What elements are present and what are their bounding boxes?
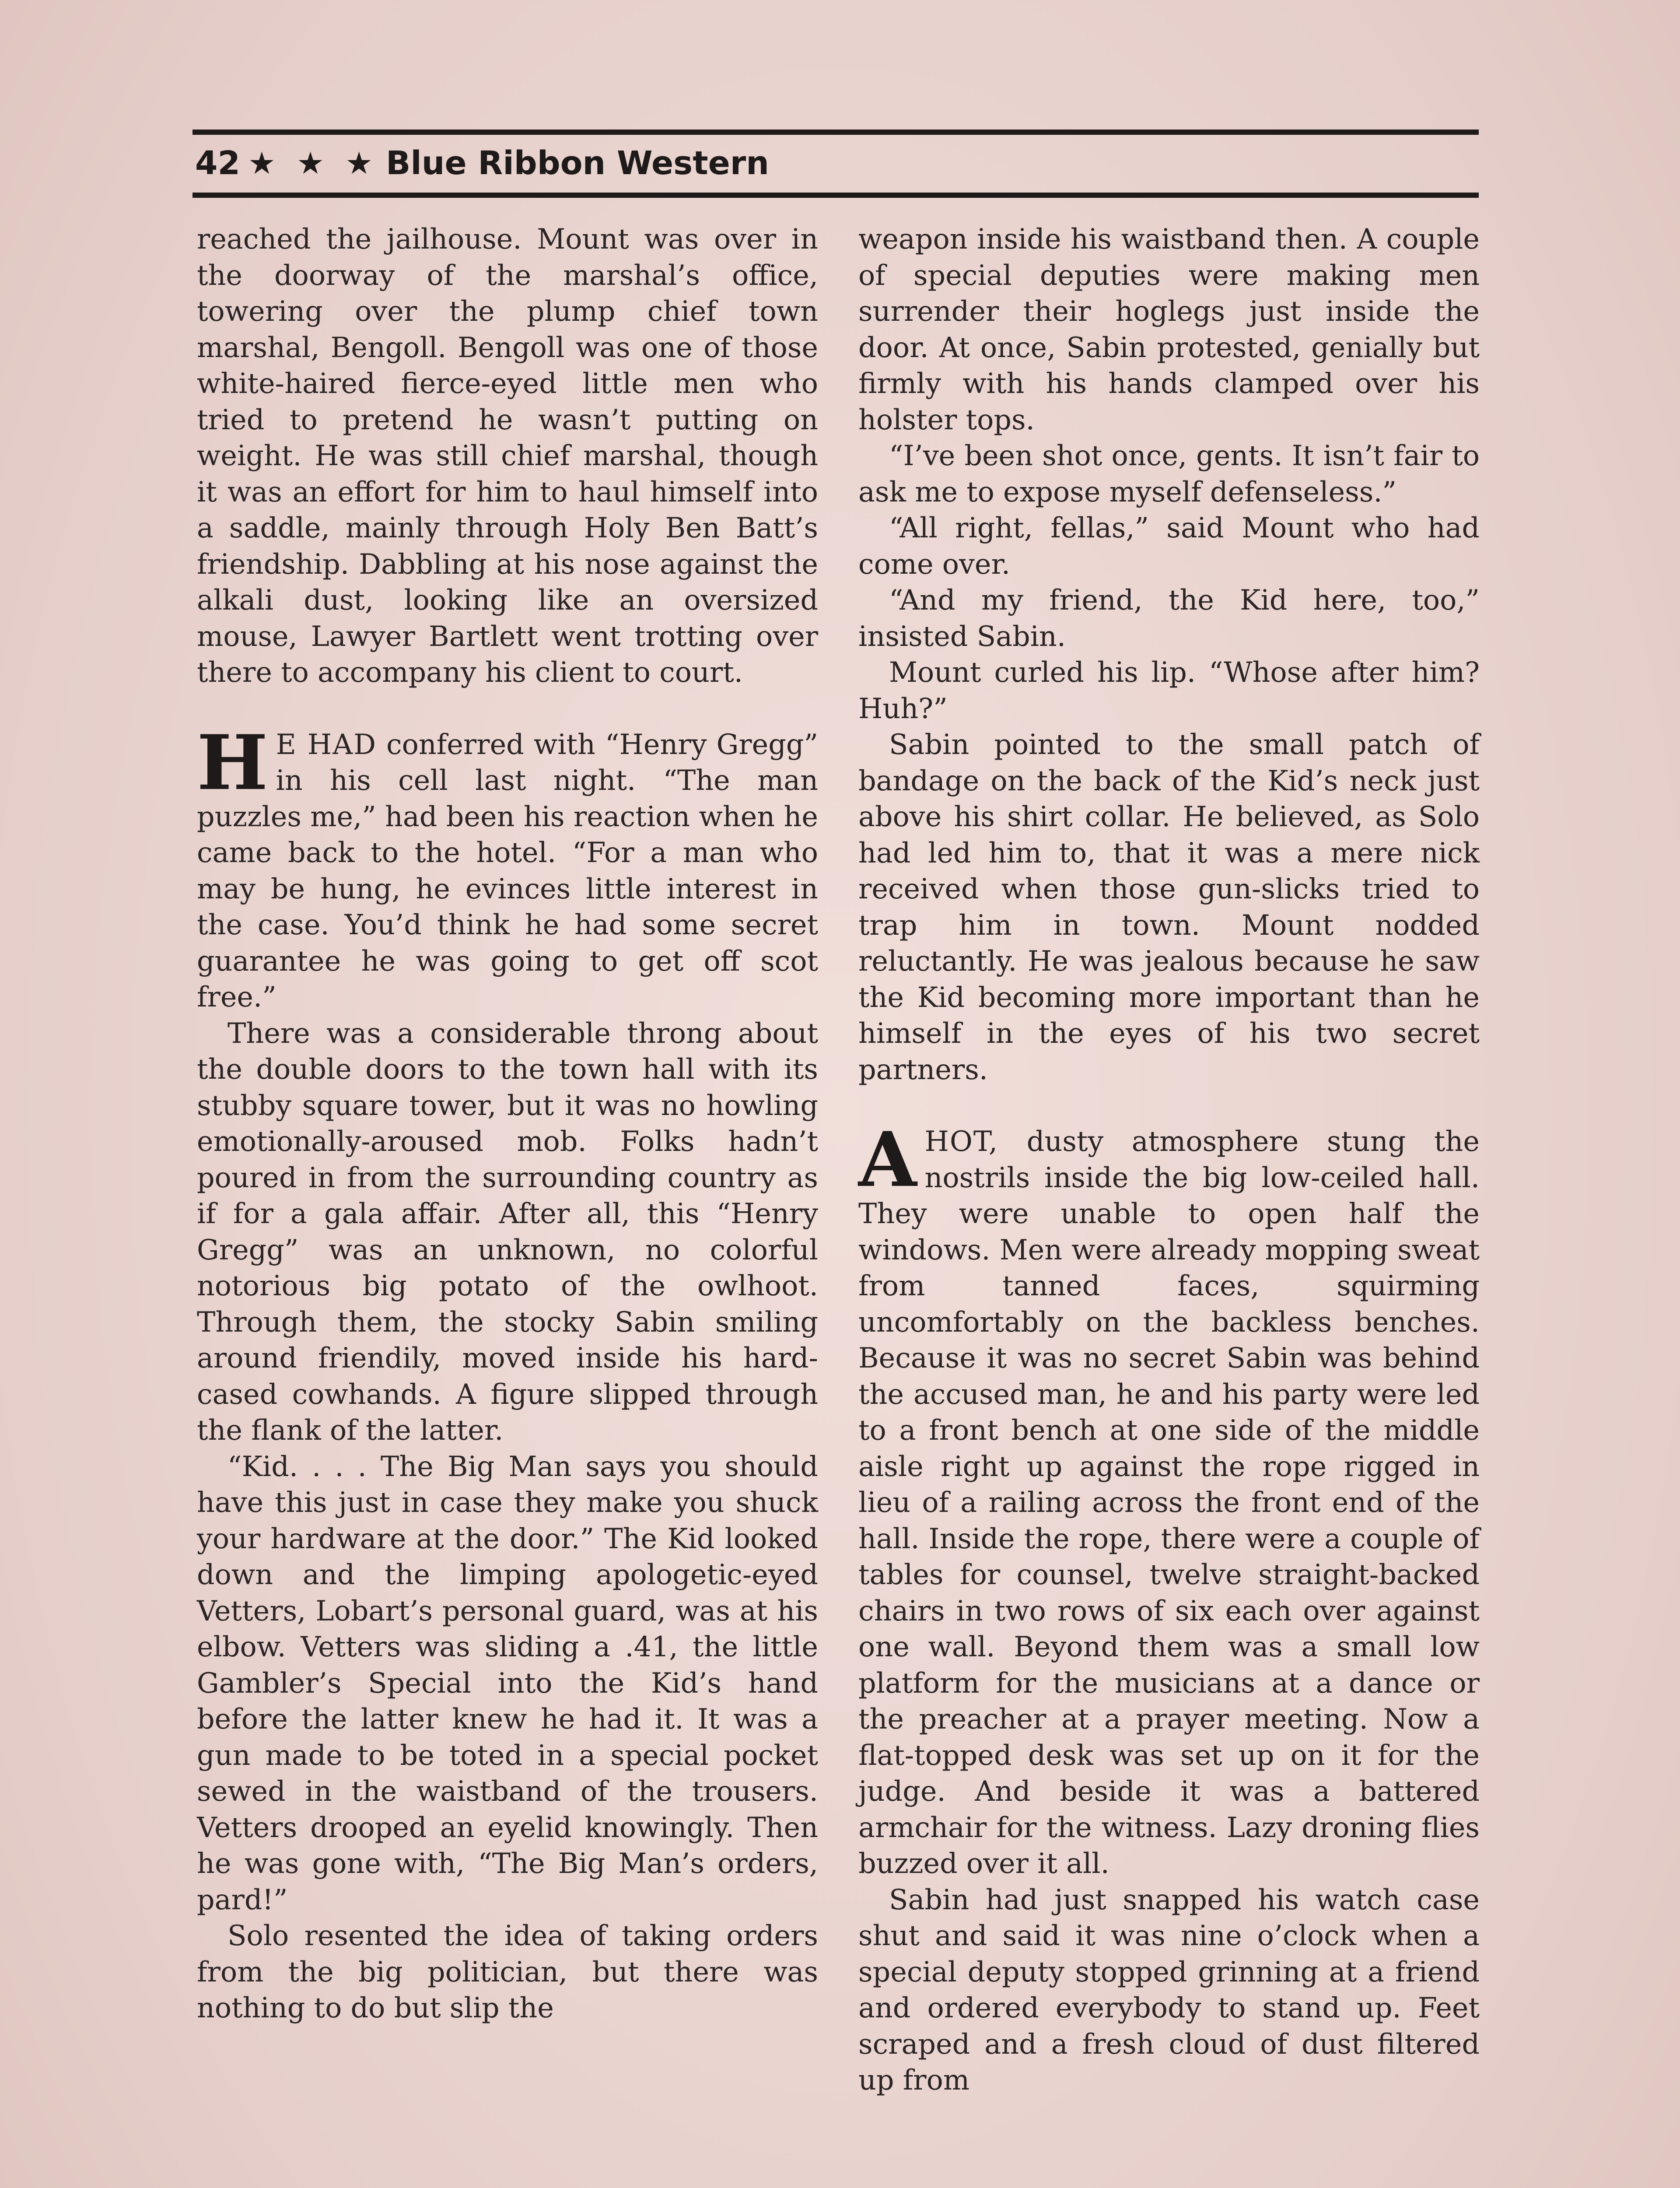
left-column <box>197 221 818 2026</box>
paragraph: Solo resented the idea of taking orders from the big politician, but there was nothing to do but slip the <box>197 1919 818 2024</box>
paragraph: Sabin pointed to the small patch of bandage on the back of the Kid’s neck just above his shirt collar. He believed, as Solo had led him to, that it was a mere nick received when those gun-slicks tried to trap him in town. Mount nodded reluctantly. He was jealous because he saw the Kid becoming more important than he himself in the eyes of his two secret partners. <box>858 728 1480 1086</box>
drop-cap: A <box>858 1115 917 1204</box>
paragraph-text: conferred with “Henry Gregg” in his cell last night. “The man puzzles me,” had been his reaction when he came back to the hotel. “For a man who may be hung, he evinces little interest in the case. You’d think he had some secret guarantee he was going to get off scot free.” <box>197 728 818 1013</box>
paragraph: “I’ve been shot once, gents. It isn’t fair to ask me to expose myself defenseless.” <box>858 439 1480 508</box>
paragraph-text: dusty atmosphere stung the nostrils inside the big low-ceiled hall. They were unable to open half the windows. Men were already mopping sweat from tanned faces, squirming uncomfortably on the backless benches. Because it was no secret Sabin was behind the accused man, he and his party were led to a front bench at one side of the middle aisle right up against the rope rigged in lieu of a railing across the front end of the hall. Inside the rope, there were a couple of tables for counsel, twelve straight-backed chairs in two rows of six each over against one wall. Beyond them was a small low platform for the musicians at a dance or the preacher at a prayer meeting. Now a flat-topped desk was set up on it for the judge. And beside it was a battered armchair for the witness. Lazy droning flies buzzed over it all. <box>858 1125 1480 1879</box>
section-paragraph <box>197 718 818 1015</box>
header-bottom-rule <box>192 193 1479 198</box>
running-header <box>195 139 769 187</box>
section-paragraph <box>858 1115 1480 1882</box>
header-stars: ★ ★ ★ <box>248 145 378 181</box>
paragraph: “Kid. . . . The Big Man says you should have this just in case they make you shuck your hardware at the door.” The Kid looked down and the limping apologetic-eyed Vetters, Lobart’s personal guard, was at his elbow. Vetters was sliding a .41, the little Gambler’s Special into the Kid’s hand before the latter knew he had it. It was a gun made to be toted in a special pocket sewed in the waistband of the trousers. Vetters drooped an eyelid knowingly. Then he was gone with, “The Big Man’s orders, pard!” <box>197 1450 818 1916</box>
drop-cap: H <box>197 718 268 807</box>
paragraph: “And my friend, the Kid here, too,” insisted Sabin. <box>858 584 1480 652</box>
page-number: 42 <box>195 144 240 182</box>
lead-in: E HAD <box>276 728 377 761</box>
paragraph: Sabin had just snapped his watch case shut and said it was nine o’clock when a special deputy stopped grinning at a friend and ordered everybody to stand up. Feet scraped and a fresh cloud of dust filtered up from <box>858 1883 1480 2096</box>
paragraph: There was a considerable throng about the double doors to the town hall with its stubby square tower, but it was no howling emotionally-aroused mob. Folks hadn’t poured in from the surrounding country as if for a gala affair. After all, this “Henry Gregg” was an unknown, no colorful notorious big potato of the owlhoot. Through them, the stocky Sabin smiling around friendily, moved inside his hard-cased cowhands. A figure slipped through the flank of the latter. <box>197 1017 818 1446</box>
magazine-title: Blue Ribbon Western <box>386 144 769 182</box>
paragraph: weapon inside his waistband then. A couple of special deputies were making men surrender their hoglegs just inside the door. At once, Sabin protested, genially but firmly with his hands clamped over his holster tops. <box>858 223 1480 436</box>
lead-in: HOT, <box>924 1125 999 1157</box>
paragraph: Mount curled his lip. “Whose after him? Huh?” <box>858 656 1480 725</box>
paragraph: “All right, fellas,” said Mount who had come over. <box>858 512 1480 580</box>
header-top-rule <box>192 130 1479 135</box>
paragraph: reached the jailhouse. Mount was over in the doorway of the marshal’s office, towering over the plump chief town marshal, Bengoll. Bengoll was one of those white-haired fierce-eyed little men who tried to pretend he wasn’t putting on weight. He was still chief marshal, though it was an effort for him to haul himself into a saddle, mainly through Holy Ben Batt’s friendship. Dabbling at his nose against the alkali dust, looking like an oversized mouse, Lawyer Bartlett went trotting over there to accompany his client to court. <box>197 223 818 688</box>
right-column <box>858 221 1480 2098</box>
